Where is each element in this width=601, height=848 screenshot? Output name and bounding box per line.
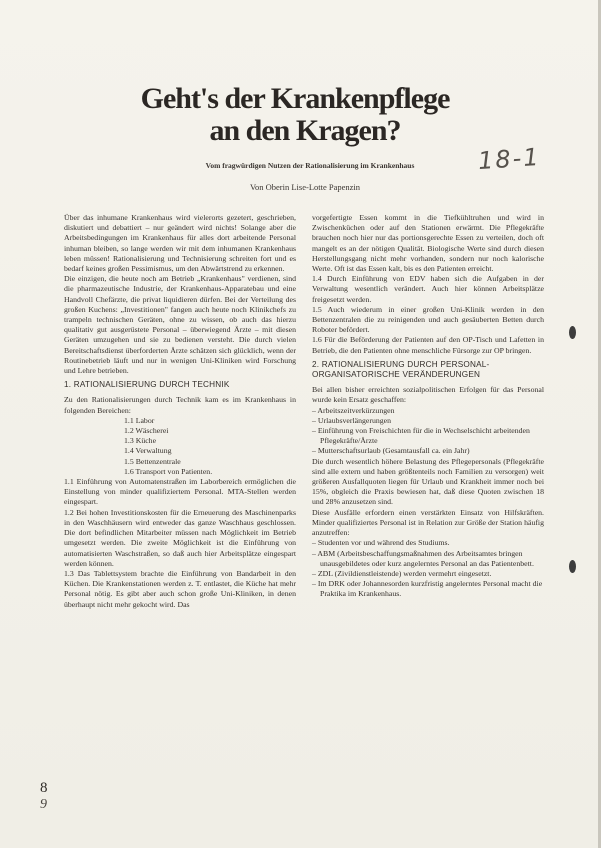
list-item: 1.1 Labor	[124, 415, 155, 425]
paragraph: Bei allen bisher erreichten sozialpolitischen Erfolgen für das Personal wurde kein Ersatz geschaffen:	[312, 385, 544, 405]
list-item: – Einführung von Freischichten für die in Wechselschicht arbeitenden Pflegekräfte/Ärzte	[312, 426, 530, 446]
section-heading-2: 2. RATIONALISIERUNG DURCH PERSONAL-ORGANISATORISCHE VERÄNDERUNGEN	[312, 359, 490, 380]
article-subtitle: Vom fragwürdigen Nutzen der Rationalisierung im Krankenhaus	[205, 161, 415, 170]
punch-hole-icon	[569, 560, 576, 573]
list-item: 1.5 Bettenzentrale	[124, 456, 181, 466]
paragraph: Zu den Rationalisierungen durch Technik kam es im Krankenhaus in folgenden Bereichen:	[64, 395, 296, 415]
paragraph-1-3: 1.3 Das Tablettsystem brachte die Einführung von Bandarbeit in den Küchen. Die Krankenstationen werden z. T. entlastet, die Küche hat mehr Personal nötig. Es gibt aber auch schon große Uni-Kliniken, in denen überhaupt nicht mehr gekocht wird. Das	[64, 568, 296, 609]
paragraph: Diese Ausfälle erfordern einen verstärkten Einsatz von Hilfskräften. Minder qualifiziertes Personal ist in Relation zur Größe der Station häufig anzutreffen:	[312, 507, 544, 538]
punch-hole-icon	[569, 326, 576, 339]
paragraph-1-2: 1.2 Bei hohen Investitionskosten für die Erneuerung des Maschinenparks in den Waschhäusern wird entweder das ganze Waschhaus geschlossen. Die dort befindlichen Mitarbeiter müssen nach Möglichkeit im Betrieb umgesetzt werden. Die zweite Möglichkeit ist die Einführung von automatisierten Waschstraßen, so daß auch hier Arbeitsplätze eingespart werden können.	[64, 507, 296, 568]
list-item: 1.2 Wäscherei	[124, 426, 169, 436]
list-item: – ABM (Arbeitsbeschaffungsmaßnahmen des Arbeitsamtes bringen unausgebildetes oder kurz angelerntes Personal an das Patientenbett.	[312, 548, 534, 568]
handwritten-note: 18-1	[477, 142, 542, 176]
area-list	[64, 416, 296, 477]
paragraph-1-4: 1.4 Durch Einführung von EDV haben sich die Aufgaben in der Verwaltung wesentlich verändert. Auch hier können Arbeitsplätze freigesetzt werden.	[312, 274, 544, 304]
article-author: Von Oberin Lise-Lotte Papenzin	[249, 182, 361, 192]
left-column	[64, 213, 296, 610]
list-item: 1.6 Transport von Patienten.	[124, 466, 213, 476]
paragraph: vorgefertigte Essen kommt in die Tiefkühltruhen und wird in Zwischenküchen oder auf den Stationen erwärmt. Die Pflegekräfte brauchen noch hier nur das portionsgerechte Essen zu verteilen, doch oft mangelt es an der nötigen Qualität. Biologische Werte sind durch diesen Herstellungsgang nicht mehr vorhanden, sondern nur noch kalorische Werte. Oft ist das Essen kalt, bis es den Patienten erreicht.	[312, 213, 544, 274]
list-item: – Studenten vor und während des Studiums.	[312, 538, 450, 548]
list-item: – Im DRK oder Johannesorden kurzfristig angelerntes Personal macht die Praktika im Krankenhaus.	[312, 579, 543, 599]
list-item: 1.3 Küche	[124, 436, 157, 446]
list-item: – Urlaubsverlängerungen	[312, 415, 392, 425]
list-item: – Mutterschaftsurlaub (Gesamtausfall ca. ein Jahr)	[312, 446, 470, 456]
list-item: – ZDL (Zivildienstleistende) werden vermehrt eingesetzt.	[312, 568, 492, 578]
right-column	[312, 213, 544, 600]
paragraph-1-5: 1.5 Auch wiederum in einer großen Uni-Klinik werden in den Bettenzentralen die zu reinigenden und auch gesäuberten Betten durch Roboter befördert.	[312, 304, 544, 335]
section-heading-1: 1. RATIONALISIERUNG DURCH TECHNIK	[64, 380, 230, 390]
article-title-line2: an den Kragen?	[209, 114, 401, 147]
paragraph: Die einzigen, die heute noch am Betrieb „Krankenhaus" verdienen, sind die pharmazeutische Industrie, der Krankenhaus-Apparatebau und eine Handvoll Chefärzte, die privat liquidieren dürfen. Bei der Verteilung des großen Kuchens: „Investitionen" fangen auch heute noch Klinikchefs zu trampeln technischen Geräten, ohne zu wissen, ob auch das hierzu qualitativ gut ausgerüstete Personal – überwiegend Ärzte – mit diesen Geräten umzugehen und sie zu bedienen versteht. Die durch vielen Bereitschaftsdienst überforderten Ärzte schätzen sich glücklich, wenn der Routinebetrieb läuft und nur in wenigen Uni-Kliniken wird Forschung und Lehre betrieben.	[64, 274, 296, 376]
list-item: 1.4 Verwaltung	[124, 446, 172, 456]
paragraph-1-6: 1.6 Für die Beförderung der Patienten auf den OP-Tisch und Lafetten in Betrieb, die den Patienten ohne menschliche Fürsorge zur OP bringen.	[312, 335, 544, 355]
list-item: – Arbeitszeitverkürzungen	[312, 405, 395, 415]
article-title-line1: Geht's der Krankenpflege	[140, 82, 450, 115]
paragraph-1-1: 1.1 Einführung von Automatenstraßen im Laborbereich ermöglichen die Einstellung von minder qualifiziertem Personal. MTA-Stellen werden eingespart.	[64, 477, 296, 507]
intro-paragraph: Über das inhumane Krankenhaus wird vielerorts gezetert, geschrieben, diskutiert und debattiert – nur geändert wird nichts! Solange aber die Arbeitsbedingungen im Krankenhaus für alles dort arbeitende Personal inhuman bleiben, so lange werden wir mit dem inhumanen Krankenhaus leben müssen! Rationalisierung und Technisierung schreiten fort und es bedarf keines großen Pessimismus, um den Abwärtstrend zu erkennen.	[64, 213, 296, 274]
page-mark: 9	[40, 797, 47, 812]
paragraph: Die durch wesentlich höhere Belastung des Pflegepersonals (Pflegekräfte sind alle extern und haben größtenteils noch Familien zu versorgen) weit größeren Ausfallquoten liegen für Urlaub und Krankheit immer noch bei 15%, obgleich die Praxis bewiesen hat, daß diese Quoten zwischen 18 und 28% anzusetzen sind.	[312, 456, 544, 507]
page-number: 8	[40, 780, 48, 796]
